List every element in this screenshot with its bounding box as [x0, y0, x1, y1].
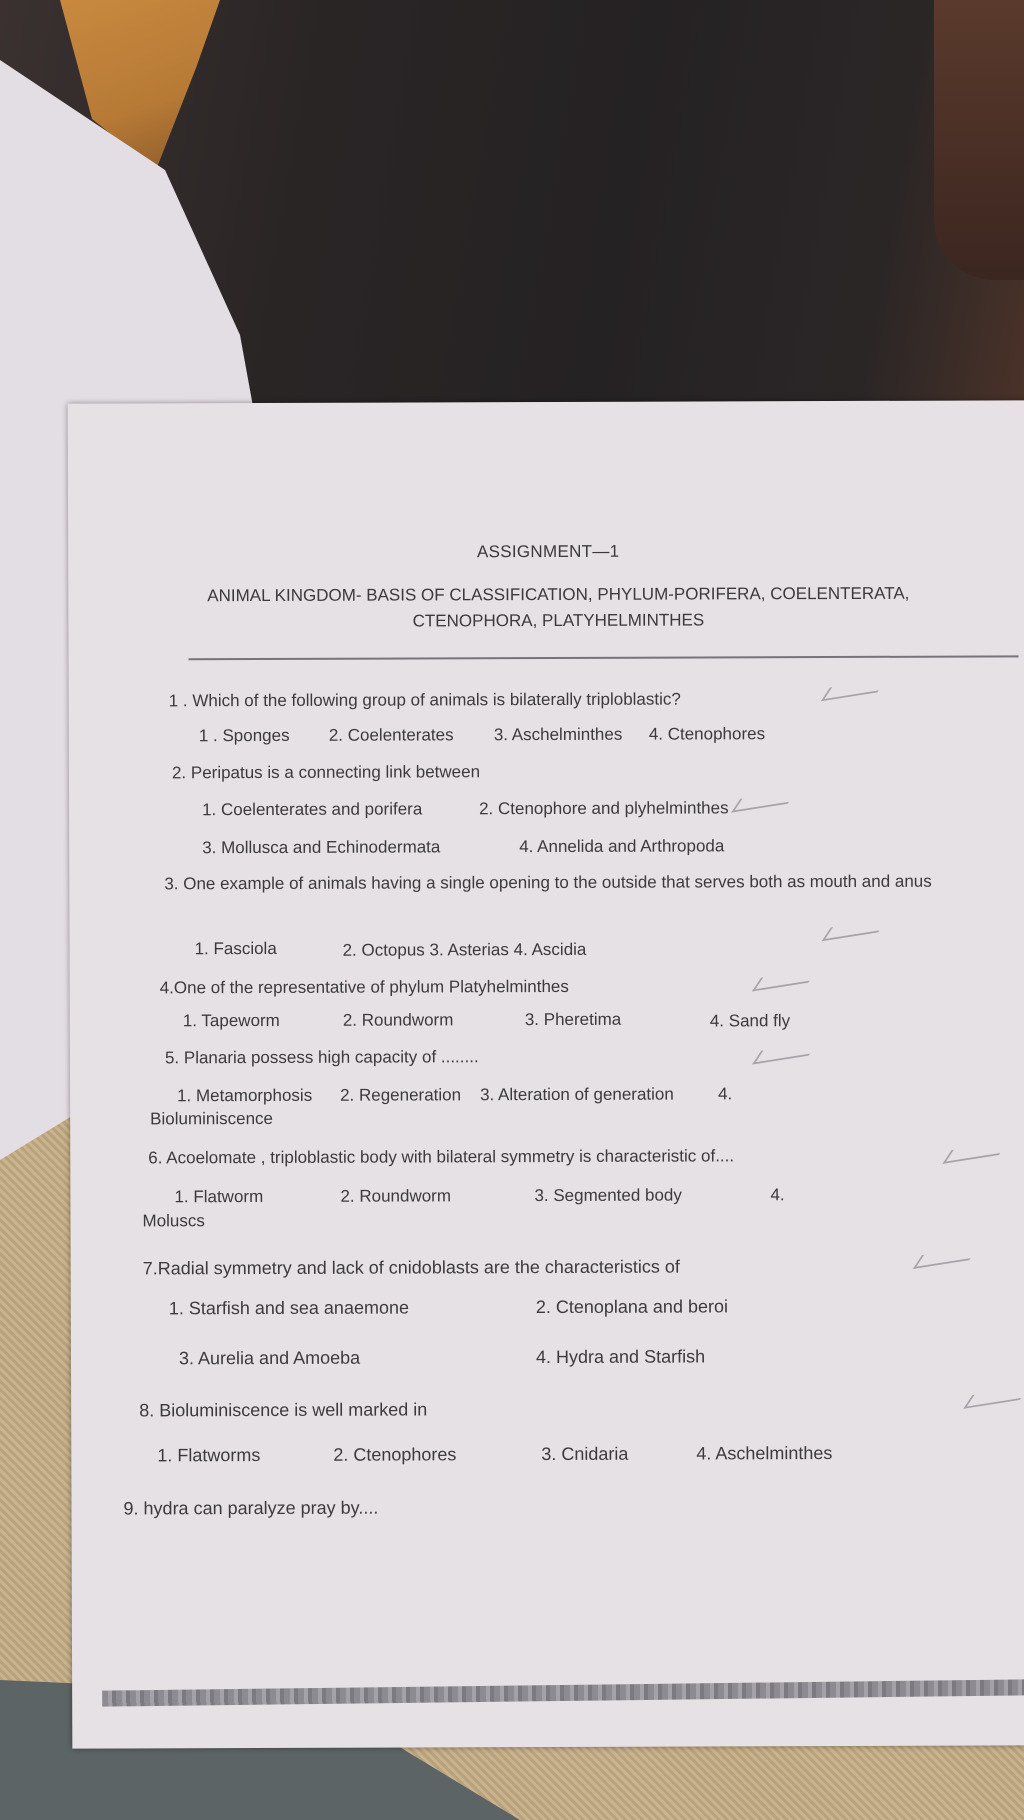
question-1-option-4: 4. Ctenophores	[648, 724, 766, 744]
question-8-option-4: 4. Aschelminthes	[696, 1443, 833, 1464]
checkmark-icon	[821, 679, 887, 702]
scan-border-strip	[102, 1679, 1024, 1706]
question-6-option-4: 4.	[770, 1185, 785, 1205]
question-7-option-2: 2. Ctenoplana and beroi	[535, 1296, 729, 1318]
question-5: 5. Planaria possess high capacity of ........	[164, 1047, 479, 1068]
question-5-option-3: 3. Alteration of generation	[480, 1084, 674, 1105]
question-1-option-3: 3. Aschelminthes	[493, 724, 623, 745]
question-3-option-2: 2. Octopus 3. Asterias 4. Ascidia	[342, 939, 587, 960]
question-1: 1 . Which of the following group of animals is bilaterally triploblastic?	[168, 689, 681, 711]
question-4-option-3: 3. Pheretima	[524, 1009, 622, 1030]
question-2-option-1: 1. Coelenterates and porifera	[202, 799, 423, 820]
question-9: 9. hydra can paralyze pray by....	[123, 1497, 379, 1519]
checkmark-icon	[963, 1386, 1024, 1409]
question-8: 8. Bioluminiscence is well marked in	[139, 1399, 428, 1421]
checkmark-icon	[913, 1246, 979, 1269]
question-3: 3. One example of animals having a single opening to the outside that serves both as mouth and anus	[164, 871, 932, 894]
question-2-option-4: 4. Annelida and Arthropoda	[519, 836, 725, 857]
checkmark-icon	[752, 1042, 818, 1065]
question-5-option-4: 4.	[718, 1084, 733, 1104]
question-4-option-1: 1. Tapeworm	[182, 1010, 280, 1031]
question-8-option-2: 2. Ctenophores	[333, 1444, 457, 1465]
question-5-option-2: 2. Regeneration	[340, 1085, 462, 1105]
question-3-option-1: 1. Fasciola	[194, 938, 277, 959]
question-4: 4.One of the representative of phylum Platyhelminthes	[159, 976, 569, 998]
question-7: 7.Radial symmetry and lack of cnidoblasts are the characteristics of	[142, 1256, 680, 1279]
question-5-option-1: 1. Metamorphosis	[177, 1085, 313, 1106]
checkmark-icon	[752, 969, 818, 992]
question-2-option-2: 2. Ctenophore and plyhelminthes	[479, 798, 729, 819]
question-7-option-1: 1. Starfish and sea anaemone	[168, 1297, 410, 1319]
question-5-option-4-text: Bioluminiscence	[150, 1108, 274, 1129]
question-6-option-1: 1. Flatworm	[174, 1187, 264, 1207]
question-2: 2. Peripatus is a connecting link between	[171, 762, 481, 783]
checkmark-icon	[731, 790, 797, 813]
document-title: ASSIGNMENT—1	[476, 541, 620, 562]
background-arm	[934, 0, 1024, 280]
question-6-option-2: 2. Roundworm	[340, 1186, 452, 1206]
question-7-option-4: 4. Hydra and Starfish	[535, 1346, 706, 1368]
header-divider	[189, 655, 1019, 660]
question-6-option-4-text: Moluscs	[142, 1211, 205, 1231]
question-4-option-4: 4. Sand fly	[709, 1011, 791, 1031]
document-subtitle: ANIMAL KINGDOM- BASIS OF CLASSIFICATION, PHYLUM-PORIFERA, COELENTERATA, CTENOPHORA, PLATYHELMINTHES	[207, 583, 910, 631]
question-6: 6. Acoelomate , triploblastic body with bilateral symmetry is characteristic of....	[148, 1146, 735, 1168]
question-7-option-3: 3. Aurelia and Amoeba	[178, 1347, 361, 1369]
question-1-option-2: 2. Coelenterates	[328, 725, 454, 745]
question-1-option-1: 1 . Sponges	[198, 725, 290, 746]
question-2-option-3: 3. Mollusca and Echinodermata	[202, 837, 441, 858]
checkmark-icon	[942, 1141, 1008, 1164]
question-8-option-1: 1. Flatworms	[157, 1445, 261, 1466]
assignment-sheet	[68, 400, 1024, 1748]
question-4-option-2: 2. Roundworm	[342, 1010, 454, 1030]
checkmark-icon	[822, 919, 888, 942]
question-8-option-3: 3. Cnidaria	[541, 1443, 629, 1465]
question-6-option-3: 3. Segmented body	[534, 1185, 682, 1206]
